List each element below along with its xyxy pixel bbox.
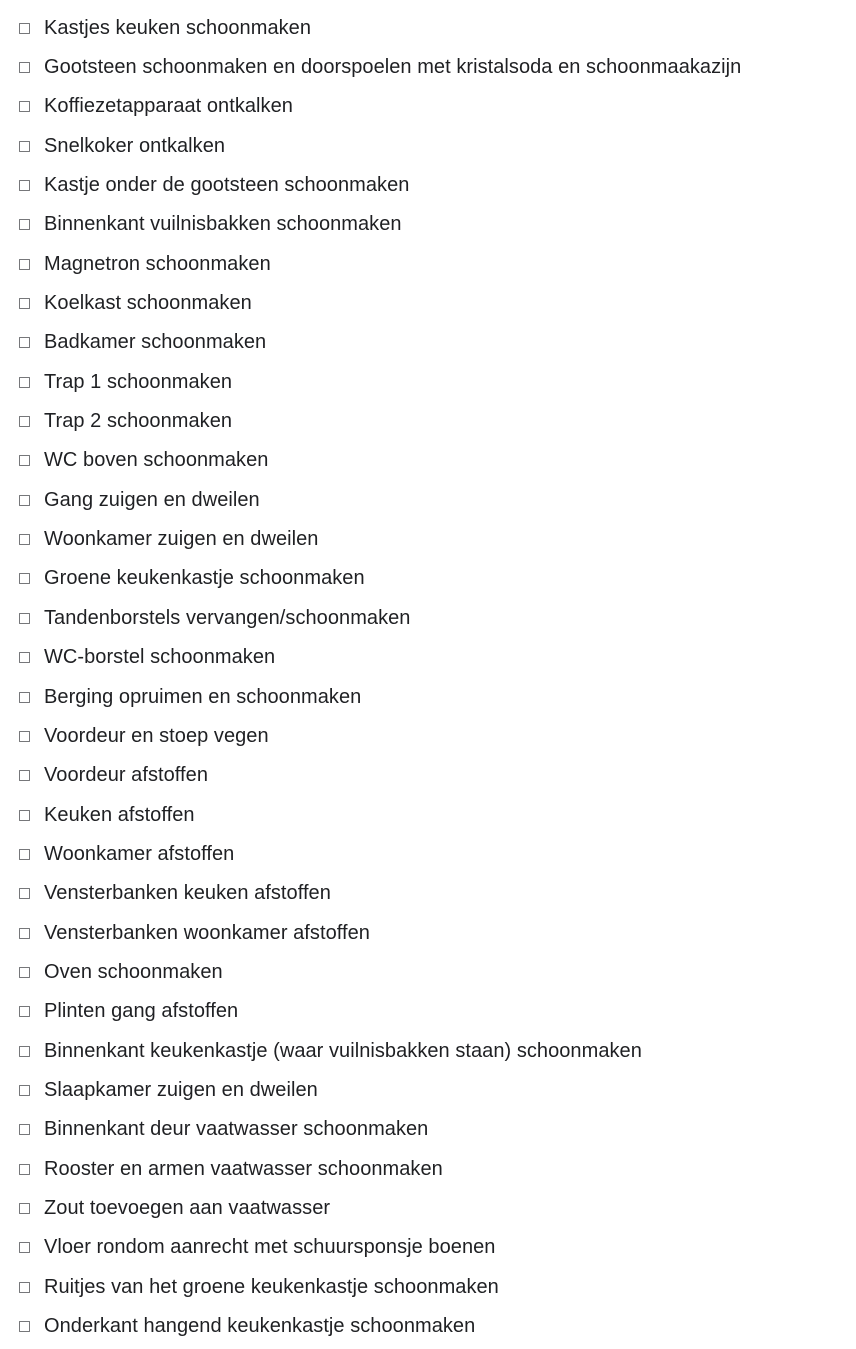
checklist-item-label: Woonkamer zuigen en dweilen: [44, 528, 319, 551]
checklist-item-label: Trap 2 schoonmaken: [44, 410, 233, 433]
empty-checkbox-icon[interactable]: [19, 1046, 30, 1057]
empty-checkbox-icon[interactable]: [19, 692, 30, 703]
checklist-item[interactable]: [0, 441, 856, 480]
checklist-item-label: Woonkamer afstoffen: [44, 842, 235, 865]
checklist-item-label: Rooster en armen vaatwasser schoonmaken: [44, 1157, 443, 1180]
empty-checkbox-icon[interactable]: [19, 141, 30, 152]
checklist-item-label: Binnenkant keukenkastje (waar vuilnisbakken staan) schoonmaken: [44, 1039, 642, 1062]
empty-checkbox-icon[interactable]: [19, 337, 30, 348]
empty-checkbox-icon[interactable]: [19, 298, 30, 309]
empty-checkbox-icon[interactable]: [19, 416, 30, 427]
empty-checkbox-icon[interactable]: [19, 652, 30, 663]
checklist-item-label: Groene keukenkastje schoonmaken: [44, 567, 365, 590]
checklist-item[interactable]: [0, 205, 856, 244]
empty-checkbox-icon[interactable]: [19, 1282, 30, 1293]
checklist-item[interactable]: [0, 677, 856, 716]
checklist-item-label: Koffiezetapparaat ontkalken: [44, 95, 293, 118]
checklist-item-label: Gang zuigen en dweilen: [44, 488, 260, 511]
checklist-item[interactable]: [0, 1031, 856, 1070]
checklist-item-label: Tandenborstels vervangen/schoonmaken: [44, 606, 411, 629]
checklist-item[interactable]: [0, 401, 856, 440]
empty-checkbox-icon[interactable]: [19, 180, 30, 191]
empty-checkbox-icon[interactable]: [19, 731, 30, 742]
empty-checkbox-icon[interactable]: [19, 259, 30, 270]
empty-checkbox-icon[interactable]: [19, 1006, 30, 1017]
empty-checkbox-icon[interactable]: [19, 928, 30, 939]
checklist-item-label: Plinten gang afstoffen: [44, 1000, 239, 1023]
checklist-item[interactable]: [0, 47, 856, 86]
checklist-item[interactable]: [0, 165, 856, 204]
checklist-item[interactable]: [0, 1267, 856, 1306]
checklist-item[interactable]: [0, 1110, 856, 1149]
checklist-item[interactable]: [0, 756, 856, 795]
checklist-item-label: Vensterbanken keuken afstoffen: [44, 882, 331, 905]
checklist-item[interactable]: [0, 913, 856, 952]
checklist-item-label: Slaapkamer zuigen en dweilen: [44, 1078, 318, 1101]
checklist-item[interactable]: [0, 795, 856, 834]
empty-checkbox-icon[interactable]: [19, 455, 30, 466]
checklist-item[interactable]: [0, 559, 856, 598]
checklist-item-label: Ruitjes van het groene keukenkastje schoonmaken: [44, 1275, 499, 1298]
checklist-item-label: WC-borstel schoonmaken: [44, 646, 276, 669]
empty-checkbox-icon[interactable]: [19, 377, 30, 388]
empty-checkbox-icon[interactable]: [19, 1242, 30, 1253]
checklist-item-label: Trap 1 schoonmaken: [44, 370, 233, 393]
empty-checkbox-icon[interactable]: [19, 1085, 30, 1096]
checklist-item-label: Kastje onder de gootsteen schoonmaken: [44, 174, 410, 197]
checklist-item-label: Voordeur en stoep vegen: [44, 724, 269, 747]
checklist-item-label: Berging opruimen en schoonmaken: [44, 685, 362, 708]
checklist-item[interactable]: [0, 598, 856, 637]
checklist-item[interactable]: [0, 244, 856, 283]
checklist-item-label: Vensterbanken woonkamer afstoffen: [44, 921, 370, 944]
checklist-item[interactable]: [0, 362, 856, 401]
checklist-item[interactable]: [0, 834, 856, 873]
checklist-item-label: Binnenkant deur vaatwasser schoonmaken: [44, 1118, 429, 1141]
checklist-item[interactable]: [0, 874, 856, 913]
checklist-item[interactable]: [0, 8, 856, 47]
checklist-item[interactable]: [0, 126, 856, 165]
checklist-item[interactable]: [0, 638, 856, 677]
checklist-item[interactable]: [0, 1070, 856, 1109]
checklist-item[interactable]: [0, 283, 856, 322]
empty-checkbox-icon[interactable]: [19, 1164, 30, 1175]
empty-checkbox-icon[interactable]: [19, 534, 30, 545]
checklist-item-label: Koelkast schoonmaken: [44, 292, 252, 315]
empty-checkbox-icon[interactable]: [19, 573, 30, 584]
empty-checkbox-icon[interactable]: [19, 849, 30, 860]
checklist-item-label: Kastjes keuken schoonmaken: [44, 16, 312, 39]
checklist-item-label: Gootsteen schoonmaken en doorspoelen met kristalsoda en schoonmaakazijn: [44, 56, 742, 79]
checklist-item[interactable]: [0, 952, 856, 991]
empty-checkbox-icon[interactable]: [19, 219, 30, 230]
empty-checkbox-icon[interactable]: [19, 888, 30, 899]
checklist-item-label: Voordeur afstoffen: [44, 764, 208, 787]
checklist-item[interactable]: [0, 519, 856, 558]
checklist-item[interactable]: [0, 1149, 856, 1188]
checklist-item-label: Oven schoonmaken: [44, 960, 223, 983]
checklist-item-label: WC boven schoonmaken: [44, 449, 269, 472]
checklist-item[interactable]: [0, 1188, 856, 1227]
checklist-item[interactable]: [0, 87, 856, 126]
empty-checkbox-icon[interactable]: [19, 613, 30, 624]
checklist-item[interactable]: [0, 1306, 856, 1345]
checklist-item-label: Snelkoker ontkalken: [44, 134, 226, 157]
checklist-item-label: Onderkant hangend keukenkastje schoonmaken: [44, 1315, 476, 1338]
empty-checkbox-icon[interactable]: [19, 1321, 30, 1332]
empty-checkbox-icon[interactable]: [19, 23, 30, 34]
checklist-item[interactable]: [0, 716, 856, 755]
empty-checkbox-icon[interactable]: [19, 495, 30, 506]
checklist-item-label: Binnenkant vuilnisbakken schoonmaken: [44, 213, 402, 236]
empty-checkbox-icon[interactable]: [19, 810, 30, 821]
empty-checkbox-icon[interactable]: [19, 62, 30, 73]
empty-checkbox-icon[interactable]: [19, 1124, 30, 1135]
empty-checkbox-icon[interactable]: [19, 1203, 30, 1214]
checklist-item-label: Badkamer schoonmaken: [44, 331, 267, 354]
checklist-item[interactable]: [0, 323, 856, 362]
checklist-item-label: Magnetron schoonmaken: [44, 252, 271, 275]
empty-checkbox-icon[interactable]: [19, 770, 30, 781]
empty-checkbox-icon[interactable]: [19, 101, 30, 112]
checklist-item[interactable]: [0, 1228, 856, 1267]
empty-checkbox-icon[interactable]: [19, 967, 30, 978]
checklist-item-label: Keuken afstoffen: [44, 803, 195, 826]
checklist-item-label: Zout toevoegen aan vaatwasser: [44, 1196, 331, 1219]
checklist-item[interactable]: [0, 992, 856, 1031]
checklist-item-label: Vloer rondom aanrecht met schuursponsje boenen: [44, 1236, 496, 1259]
checklist-item[interactable]: [0, 480, 856, 519]
